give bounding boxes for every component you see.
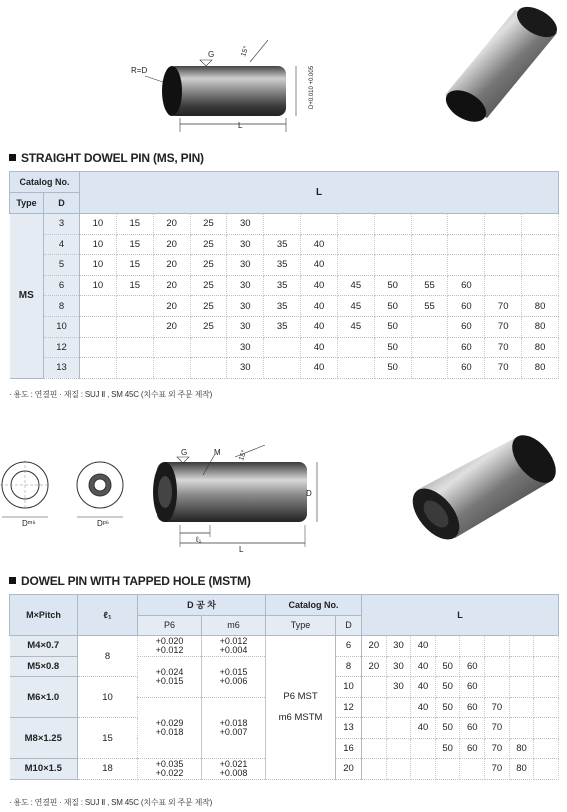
l1-cell: 18	[78, 759, 138, 780]
l-cell: 70	[485, 738, 510, 759]
l-cell: 50	[374, 337, 411, 358]
l-cell	[435, 636, 460, 657]
l-cell	[153, 337, 190, 358]
l-cell	[411, 234, 448, 255]
l-cell: 50	[435, 738, 460, 759]
l-cell: 30	[386, 656, 411, 677]
l-cell	[522, 255, 559, 276]
d-cell: 12	[336, 697, 362, 718]
l-cell: 35	[264, 255, 301, 276]
l-cell: 35	[264, 316, 301, 337]
p6-tolerance-value: +0.018	[155, 726, 184, 737]
d-cell: 5	[44, 255, 80, 276]
l-cell: 20	[153, 234, 190, 255]
p6-tolerance-value: +0.029	[155, 717, 184, 728]
l-cell: 30	[227, 358, 264, 379]
l-cell: 70	[485, 316, 522, 337]
d-cell: 6	[44, 275, 80, 296]
table-row	[10, 234, 559, 255]
type-line: P6 MST	[283, 691, 318, 703]
l-cell: 10	[80, 255, 117, 276]
m6-tolerance-value: +0.021	[219, 758, 248, 769]
l-cell: 30	[227, 296, 264, 317]
l-cell: 50	[435, 697, 460, 718]
type-line: m6 MSTM	[278, 712, 323, 724]
l-cell	[386, 718, 411, 739]
d-cell: 12	[44, 337, 80, 358]
table-row	[10, 337, 559, 358]
l-cell	[509, 697, 534, 718]
d-cell: 3	[44, 214, 80, 235]
l-cell	[485, 636, 510, 657]
l-cell: 60	[448, 316, 485, 337]
p6-tolerance-cell	[138, 636, 202, 657]
tapped-pin-drawing	[145, 445, 335, 560]
p6-tolerance-cell	[138, 759, 202, 780]
l-cell	[460, 636, 485, 657]
l-cell: 25	[190, 255, 227, 276]
l-cell: 25	[190, 214, 227, 235]
l-cell: 80	[509, 738, 534, 759]
l-cell	[411, 759, 436, 780]
l-cell	[534, 677, 559, 698]
table-row	[10, 255, 559, 276]
l1-cell: 15	[78, 718, 138, 759]
section1-note: · 용도 : 연결핀 · 재질 : SUJ Ⅱ , SM 45C (치수표 외 주문 제작)	[9, 390, 213, 399]
straight-pin-photo	[395, 5, 565, 135]
l-cell	[337, 255, 374, 276]
straight-pin-drawing	[130, 40, 330, 140]
d-cell: 4	[44, 234, 80, 255]
l-cell: 80	[522, 316, 559, 337]
angle-label: 15°	[240, 45, 251, 58]
l-cell: 50	[374, 316, 411, 337]
l-cell: 40	[301, 358, 338, 379]
d-cell: 10	[44, 316, 80, 337]
mpitch-cell: M8×1.25	[10, 718, 78, 759]
l-cell: 70	[485, 337, 522, 358]
l-cell: 70	[485, 697, 510, 718]
l-cell	[509, 718, 534, 739]
l-cell: 40	[411, 697, 436, 718]
d-cell: 10	[336, 677, 362, 698]
l-cell: 35	[264, 234, 301, 255]
l-cell: 40	[301, 296, 338, 317]
d2-label: D	[306, 489, 312, 498]
l-cell	[485, 214, 522, 235]
l-cell: 60	[460, 697, 485, 718]
l-cell	[534, 738, 559, 759]
l-cell	[153, 358, 190, 379]
l-cell	[509, 677, 534, 698]
l-cell: 50	[374, 275, 411, 296]
p6-tolerance-cell	[138, 697, 202, 759]
l-cell: 25	[190, 275, 227, 296]
l-cell	[411, 214, 448, 235]
l-cell	[116, 358, 153, 379]
l-cell: 60	[460, 718, 485, 739]
length-label: L	[238, 121, 243, 130]
l-cell	[374, 214, 411, 235]
l-cell	[362, 697, 387, 718]
l-cell	[509, 656, 534, 677]
l-cell	[386, 738, 411, 759]
l-cell: 20	[153, 275, 190, 296]
m6-tolerance-cell	[202, 656, 266, 697]
l-cell	[411, 738, 436, 759]
l-cell: 60	[448, 337, 485, 358]
mpitch-cell: M6×1.0	[10, 677, 78, 718]
l-cell	[301, 214, 338, 235]
header-l1: ℓ₁	[78, 595, 138, 636]
dp6-label: Dᵖ⁶	[97, 519, 110, 528]
l-cell	[116, 316, 153, 337]
l-cell	[534, 697, 559, 718]
l-cell: 40	[411, 718, 436, 739]
l-cell: 20	[153, 214, 190, 235]
tapped-pin-table	[9, 594, 559, 780]
l-cell: 80	[522, 337, 559, 358]
p6-tolerance-cell	[138, 656, 202, 697]
l-cell	[337, 358, 374, 379]
l-cell: 20	[153, 255, 190, 276]
l-cell	[116, 337, 153, 358]
bullet-square-icon	[9, 577, 16, 584]
d-cell: 16	[336, 738, 362, 759]
l-cell	[534, 636, 559, 657]
mpitch-cell: M5×0.8	[10, 656, 78, 677]
header-mpitch: M×Pitch	[10, 595, 78, 636]
d-cell: 13	[336, 718, 362, 739]
l-cell: 40	[411, 656, 436, 677]
end-view-drawings	[0, 455, 140, 535]
l-cell: 50	[435, 677, 460, 698]
l-cell: 25	[190, 316, 227, 337]
l-cell: 70	[485, 718, 510, 739]
l-cell	[362, 718, 387, 739]
m6-tolerance-value: +0.007	[219, 726, 248, 737]
table-row	[10, 316, 559, 337]
l-cell	[362, 738, 387, 759]
g-label: G	[208, 50, 215, 59]
l-cell	[522, 214, 559, 235]
l-cell: 50	[374, 296, 411, 317]
l-cell	[411, 316, 448, 337]
l-cell: 60	[460, 738, 485, 759]
g2-label: G	[181, 448, 188, 457]
l-cell: 50	[435, 656, 460, 677]
l-cell: 50	[374, 358, 411, 379]
header-l2: L	[362, 595, 559, 636]
l-cell: 20	[153, 316, 190, 337]
m6-tolerance-value: +0.015	[219, 666, 248, 677]
straight-pin-table	[9, 171, 559, 379]
l-cell	[264, 337, 301, 358]
table-row	[10, 214, 559, 235]
l-cell	[190, 337, 227, 358]
l-cell	[374, 255, 411, 276]
p6-tolerance-value: +0.022	[155, 767, 184, 778]
l-cell	[411, 337, 448, 358]
section2-note: · 용도 : 연결핀 · 재질 : SUJ Ⅱ , SM 45C (치수표 외 주문 제작)	[9, 798, 213, 807]
l-cell: 45	[337, 275, 374, 296]
p6-tolerance-value: +0.012	[155, 644, 184, 655]
mpitch-cell: M4×0.7	[10, 636, 78, 657]
l-cell: 10	[80, 214, 117, 235]
m6-tolerance-cell	[202, 697, 266, 759]
l-cell: 60	[448, 275, 485, 296]
tapped-pin-photo	[395, 430, 565, 565]
l-cell: 60	[460, 677, 485, 698]
l-cell: 70	[485, 759, 510, 780]
l-cell	[448, 214, 485, 235]
l1-label: ℓ₁	[196, 535, 202, 544]
l-cell	[337, 337, 374, 358]
l-cell	[362, 759, 387, 780]
l-cell: 20	[153, 296, 190, 317]
l-cell: 30	[227, 275, 264, 296]
dm6-label: Dᵐ⁶	[22, 519, 36, 528]
header-d2: D	[336, 615, 362, 636]
l-cell	[374, 234, 411, 255]
header-p6: P6	[138, 615, 202, 636]
l-cell	[448, 255, 485, 276]
l-cell	[448, 234, 485, 255]
m6-tolerance-value: +0.008	[219, 767, 248, 778]
l-cell: 40	[301, 316, 338, 337]
l-cell: 40	[301, 337, 338, 358]
m-label: M	[214, 448, 221, 457]
d-cell: 8	[336, 656, 362, 677]
l-cell: 55	[411, 275, 448, 296]
l-cell	[534, 759, 559, 780]
p6-tolerance-value: +0.015	[155, 675, 184, 686]
header-l: L	[80, 172, 559, 214]
l-cell: 80	[522, 296, 559, 317]
l-cell	[485, 656, 510, 677]
l-cell	[337, 214, 374, 235]
type-cell: MS	[10, 214, 44, 379]
table-row	[10, 358, 559, 379]
l-cell	[534, 718, 559, 739]
l-cell: 20	[362, 636, 387, 657]
l-cell: 30	[386, 677, 411, 698]
l-cell: 35	[264, 275, 301, 296]
l-cell	[534, 656, 559, 677]
radius-label: R=D	[131, 66, 148, 75]
tolerance-label: D+0.010 +0.005	[309, 65, 315, 109]
l-cell: 40	[301, 234, 338, 255]
l-cell: 45	[337, 296, 374, 317]
header-catalog: Catalog No.	[10, 172, 80, 193]
header-dtol: D 공 차	[138, 595, 266, 616]
m6-tolerance-value: +0.012	[219, 635, 248, 646]
l-cell	[264, 358, 301, 379]
m6-tolerance-cell	[202, 759, 266, 780]
section2-title: DOWEL PIN WITH TAPPED HOLE (MSTM)	[9, 574, 251, 588]
l-cell	[362, 677, 387, 698]
l-cell: 80	[522, 358, 559, 379]
header-catalog2: Catalog No.	[266, 595, 362, 616]
length2-label: L	[239, 545, 244, 554]
d-cell: 20	[336, 759, 362, 780]
l-cell	[522, 234, 559, 255]
l-cell: 10	[80, 275, 117, 296]
l-cell	[80, 296, 117, 317]
table-row	[10, 636, 559, 657]
m6-tolerance-value: +0.004	[219, 644, 248, 655]
l-cell: 30	[227, 234, 264, 255]
l-cell: 15	[116, 234, 153, 255]
l-cell: 25	[190, 296, 227, 317]
l-cell	[509, 636, 534, 657]
l-cell: 30	[227, 337, 264, 358]
m6-tolerance-cell	[202, 636, 266, 657]
l-cell	[411, 255, 448, 276]
mpitch-cell: M10×1.5	[10, 759, 78, 780]
l-cell	[264, 214, 301, 235]
l-cell: 35	[264, 296, 301, 317]
l-cell: 70	[485, 296, 522, 317]
d-cell: 8	[44, 296, 80, 317]
l-cell: 80	[509, 759, 534, 780]
l-cell: 15	[116, 255, 153, 276]
l-cell	[485, 255, 522, 276]
header-type: Type	[10, 193, 44, 214]
l-cell: 40	[411, 677, 436, 698]
l-cell	[522, 275, 559, 296]
section1-title: STRAIGHT DOWEL PIN (MS, PIN)	[9, 151, 204, 165]
d-cell: 6	[336, 636, 362, 657]
l-cell: 45	[337, 316, 374, 337]
m6-tolerance-value: +0.018	[219, 717, 248, 728]
l-cell: 60	[448, 296, 485, 317]
l-cell: 55	[411, 296, 448, 317]
l-cell: 40	[301, 275, 338, 296]
l-cell: 10	[80, 234, 117, 255]
l-cell	[80, 316, 117, 337]
l-cell: 40	[301, 255, 338, 276]
l-cell: 70	[485, 358, 522, 379]
l-cell	[116, 296, 153, 317]
l-cell: 60	[448, 358, 485, 379]
l1-cell: 10	[78, 677, 138, 718]
table-row	[10, 296, 559, 317]
l-cell: 40	[411, 636, 436, 657]
l-cell: 60	[460, 656, 485, 677]
l-cell: 30	[227, 255, 264, 276]
l-cell: 20	[362, 656, 387, 677]
l-cell: 30	[227, 214, 264, 235]
l-cell	[485, 275, 522, 296]
d-cell: 13	[44, 358, 80, 379]
l-cell	[485, 234, 522, 255]
bullet-square-icon	[9, 154, 16, 161]
l-cell	[190, 358, 227, 379]
type-cell	[266, 636, 336, 780]
p6-tolerance-value: +0.020	[155, 635, 184, 646]
l-cell: 15	[116, 275, 153, 296]
p6-tolerance-value: +0.035	[155, 758, 184, 769]
l1-cell: 8	[78, 636, 138, 677]
l-cell	[485, 677, 510, 698]
header-m6: m6	[202, 615, 266, 636]
l-cell	[337, 234, 374, 255]
l-cell	[386, 697, 411, 718]
l-cell	[411, 358, 448, 379]
l-cell: 25	[190, 234, 227, 255]
p6-tolerance-value: +0.024	[155, 666, 184, 677]
header-d: D	[44, 193, 80, 214]
table-row	[10, 275, 559, 296]
m6-tolerance-value: +0.006	[219, 675, 248, 686]
l-cell: 50	[435, 718, 460, 739]
l-cell: 30	[227, 316, 264, 337]
l-cell: 15	[116, 214, 153, 235]
angle2-label: 15°	[238, 449, 249, 462]
l-cell	[460, 759, 485, 780]
l-cell: 30	[386, 636, 411, 657]
header-type2: Type	[266, 615, 336, 636]
l-cell	[435, 759, 460, 780]
l-cell	[386, 759, 411, 780]
l-cell	[80, 358, 117, 379]
l-cell	[80, 337, 117, 358]
